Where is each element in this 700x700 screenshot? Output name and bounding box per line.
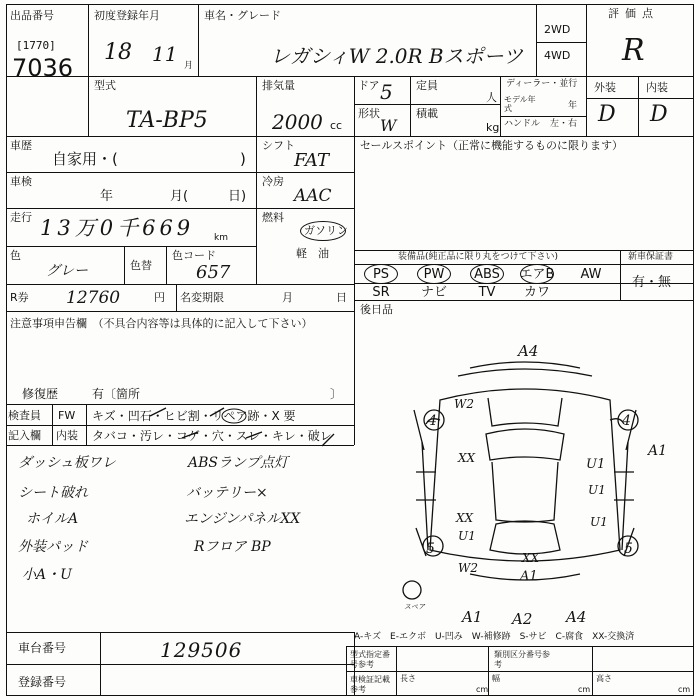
form-recycle-label: 型式指定番号参考 [350, 650, 390, 669]
damage-mark: U1 [588, 483, 606, 497]
equipment-selected-circle [520, 264, 554, 284]
remark-right: Rフロア BP [194, 539, 271, 555]
equipment-item: PW [423, 267, 445, 282]
damage-mark: A4 [518, 342, 539, 360]
lot-number: 7036 [12, 54, 74, 82]
form-class-label: 類別区分番号参考 [494, 650, 550, 669]
divider [354, 76, 355, 136]
damage-mark: A2 [512, 610, 533, 628]
katashiki-label: 型式 [94, 79, 116, 92]
teiin-unit: 人 [486, 91, 497, 104]
month-unit: 月 [184, 61, 194, 71]
remark-right: ABSランプ点灯 [188, 455, 288, 471]
exterior-label: 外装 [594, 81, 616, 94]
first-reg-year: 18 [104, 40, 132, 65]
interior-items: タバコ・汚レ・コゲ・穴・スレ・キレ・破レ [92, 429, 332, 443]
divider [6, 632, 354, 633]
divider [586, 4, 587, 136]
form-width: 幅 [492, 674, 500, 683]
year-unit: 年 [568, 101, 578, 111]
damage-mark: A1 [462, 608, 483, 626]
divider [88, 4, 89, 136]
name-change-label: 名変期限 [180, 291, 224, 304]
equipment-header: 装備品(純正品に限り丸をつけて下さい) [398, 252, 559, 262]
divider [346, 671, 694, 672]
remark-left: シート破れ [18, 485, 88, 501]
form-cm-2: cm [578, 685, 591, 694]
inspector-label: 検査員 [8, 409, 41, 422]
mileage-unit: km [214, 233, 228, 243]
remark-left: 外装パッド [18, 539, 88, 555]
divider [592, 646, 593, 696]
repair-options: 有〔箇所 [92, 387, 141, 401]
damage-mark: 4 [428, 413, 437, 429]
remark-left: ホイルA [26, 511, 79, 527]
divider [6, 284, 354, 285]
fuel-label: 燃料 [262, 211, 284, 224]
damage-mark: XX [456, 511, 474, 525]
divider [6, 76, 694, 77]
name-change-day: 日 [336, 291, 347, 304]
damage-mark: スペア [404, 603, 425, 611]
color-label: 色 [10, 249, 21, 262]
divider [354, 264, 694, 265]
displacement-value: 2000 [272, 110, 323, 134]
recycle-unit: 円 [154, 291, 165, 304]
fuel-gasoline: ガソリン [304, 224, 348, 237]
shift-label: シフト [262, 139, 295, 152]
rating-label: 評価点 [608, 7, 659, 20]
divider [6, 208, 256, 209]
color-value: グレー [46, 263, 88, 279]
divider [396, 646, 397, 696]
damage-mark: 5 [426, 541, 435, 557]
divider [354, 250, 694, 251]
teiin-label: 定員 [416, 79, 438, 92]
divider [536, 42, 586, 43]
divider [198, 4, 199, 76]
equipment-item: カワ [523, 285, 550, 300]
name-change-month: 月 [282, 291, 293, 304]
warranty-label: 新車保証書 [628, 252, 674, 262]
shaken-label: 車検 [10, 175, 32, 188]
divider [176, 284, 177, 312]
shaken-day: 日) [228, 189, 247, 204]
mileage-value: 13万0千669 [40, 216, 195, 240]
damage-mark: W2 [454, 397, 474, 411]
color-code-value: 657 [196, 262, 231, 283]
later-date-label: 後日品 [360, 303, 393, 316]
first-reg-month: 11 [152, 42, 178, 66]
damage-mark: XX [522, 551, 540, 565]
recycle-label: R券 [10, 291, 29, 304]
exterior-grade: D [598, 102, 616, 127]
divider [256, 136, 257, 284]
shaken-reki-value: 自家用・( [52, 150, 118, 168]
damage-mark: U1 [590, 515, 608, 529]
remark-left: ダッシュ板ワレ [18, 455, 116, 471]
divider [124, 246, 125, 284]
katashiki-value: TA-BP5 [126, 108, 208, 133]
shaken-reki-label: 車歴 [10, 139, 32, 152]
form-height: 高さ [596, 674, 612, 683]
model-grade-value: レガシィW 2.0R Bスポーツ [270, 44, 523, 68]
mileage-label: 走行 [10, 211, 32, 224]
damage-mark: A4 [566, 608, 587, 626]
damage-mark: U1 [586, 457, 606, 472]
divider [410, 76, 411, 136]
interior-grade: D [650, 102, 668, 127]
equipment-item: ナビ [420, 285, 447, 300]
color-code-label: 色コード [172, 249, 216, 262]
divider [6, 311, 354, 312]
divider [536, 4, 537, 76]
first-reg-label: 初度登録年月 [94, 9, 160, 22]
damage-mark: 4 [622, 413, 631, 429]
form-length: 長さ [400, 674, 416, 683]
damage-mark: W2 [458, 561, 478, 575]
shaken-month: 月( [170, 189, 189, 204]
ac-value: AAC [294, 186, 332, 206]
divider [6, 664, 354, 665]
rating-value: R [622, 33, 645, 68]
lot-bracket: [1770] [16, 39, 56, 52]
equipment-selected-circle [417, 264, 451, 284]
drive-2wd: 2WD [544, 23, 571, 36]
divider [620, 250, 621, 300]
selling-points-label: セールスポイント（正常に機能するものに限ります） [360, 139, 624, 152]
interior-label: 内装 [646, 81, 668, 94]
divider [354, 300, 694, 301]
ac-label: 冷房 [262, 175, 284, 188]
form-cm-1: cm [476, 685, 489, 694]
divider [500, 116, 586, 117]
repair-close: 〕 [330, 387, 343, 401]
load-unit: kg [486, 121, 500, 134]
handle-label: ハンドル [504, 119, 541, 129]
divider [6, 172, 256, 173]
form-length-label: 車検証記載参考 [350, 675, 390, 694]
equipment-item: SR [372, 285, 390, 300]
divider [354, 136, 355, 311]
damage-legend: A-キズ E-エクボ U-凹み W-補修跡 S-サビ C-腐食 XX-交換済 [354, 632, 635, 642]
shift-value: FAT [294, 150, 329, 171]
entry-label: 記入欄 [8, 429, 41, 442]
damage-mark: XX [458, 451, 476, 465]
fuel-diesel: 軽 油 [296, 247, 329, 260]
divider [500, 76, 501, 136]
divider [586, 98, 694, 99]
divider [256, 172, 354, 173]
equipment-selected-circle [364, 264, 398, 284]
warranty-options: 有・無 [632, 275, 672, 290]
divider [100, 632, 101, 696]
equipment-item: TV [478, 285, 496, 300]
equipment-item: エアB [519, 267, 555, 282]
divider [166, 246, 167, 284]
equipment-selected-circle [470, 264, 504, 284]
inspector-interior-label: 内装 [56, 429, 78, 442]
fw-items: キズ・凹石・ヒビ割・リペア跡・X 要 [92, 409, 296, 423]
model-grade-label: 車名・グレード [204, 9, 281, 22]
dealer-label: ディーラー・並行 [506, 79, 578, 89]
handwritten-strikes [86, 404, 356, 448]
shaken-year: 年 [100, 189, 114, 204]
shape-label: 形状 [358, 107, 380, 120]
model-year-label: モデル年式 [504, 95, 536, 113]
damage-mark: U1 [458, 529, 476, 543]
equipment-item: PS [372, 267, 390, 282]
divider [6, 136, 694, 137]
displacement-label: 排気量 [262, 79, 295, 92]
damage-mark: 5 [624, 541, 633, 557]
divider [52, 404, 53, 445]
lot-label: 出品番号 [10, 9, 54, 22]
chassis-value: 129506 [160, 638, 243, 662]
shaken-reki-close: ) [240, 150, 246, 168]
damage-mark: A1 [520, 569, 538, 584]
chassis-label: 車台番号 [18, 641, 67, 655]
remark-left: 小A・U [22, 567, 72, 583]
equipment-item: ABS [474, 267, 500, 282]
form-cm-3: cm [678, 685, 691, 694]
divider [354, 104, 500, 105]
handle-options: 左・右 [550, 119, 578, 129]
recycle-value: 12760 [66, 288, 121, 308]
drive-4wd: 4WD [544, 49, 571, 62]
color-change-label: 色替 [130, 259, 152, 272]
doors-value: 5 [380, 80, 393, 104]
divider [256, 76, 257, 136]
shape-value: W [380, 116, 397, 135]
divider [638, 76, 639, 136]
damage-mark: A1 [648, 443, 668, 459]
reg-label: 登録番号 [18, 675, 67, 689]
load-label: 積載 [416, 107, 438, 120]
doors-label: ドア [358, 79, 380, 92]
divider [6, 246, 256, 247]
fw-label: FW [58, 409, 76, 422]
notes-title: 注意事項申告欄 （不具合内容等は具体的に記入して下さい） [10, 317, 313, 330]
divider [256, 208, 354, 209]
remark-right: エンジンパネルXX [184, 511, 301, 527]
equipment-item: AW [580, 267, 602, 282]
remark-right: バッテリー× [186, 485, 268, 501]
repair-label: 修復歴 [22, 387, 59, 401]
displacement-unit: cc [330, 119, 343, 132]
